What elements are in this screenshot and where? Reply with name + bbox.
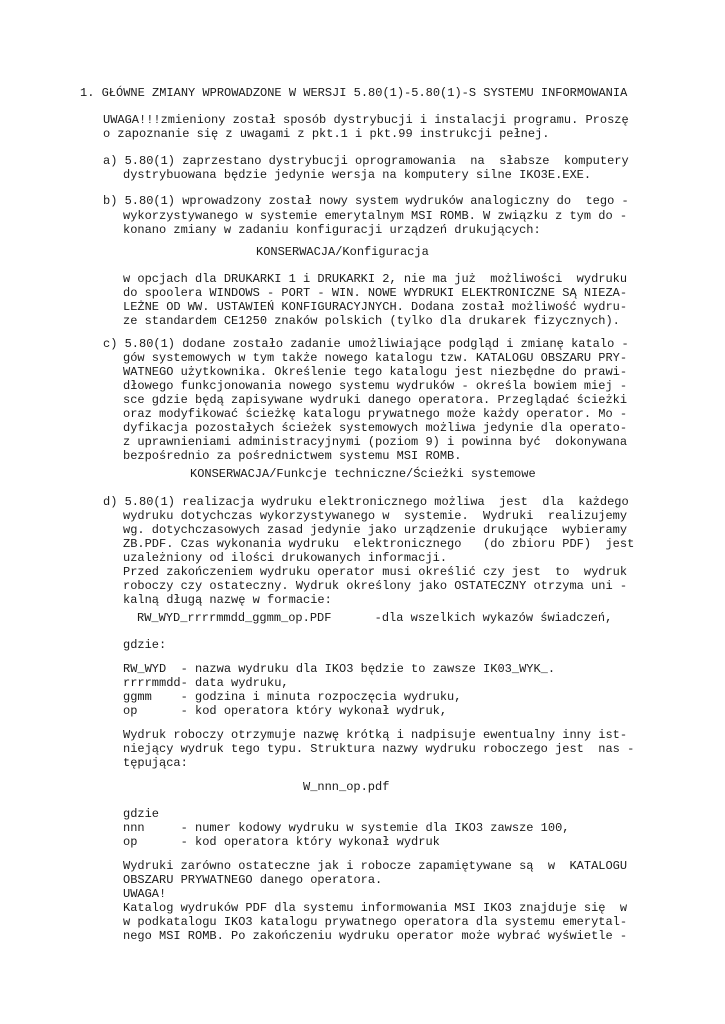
item-d-line: wg. dotychczasowych zasad jedynie jako urządzenie drukujące wybieramy: [123, 523, 628, 537]
working-desc-line: niejący wydruk tego typu. Struktura nazwy wydruku roboczego jest nas -: [123, 742, 635, 756]
closing-line: Katalog wydruków PDF dla systemu informowania MSI IKO3 znajduje się w: [123, 901, 628, 915]
item-c-line: WATNEGO użytkownika. Określenie tego katalogu jest niezbędne do prawi-: [123, 365, 628, 379]
section-heading: 1. GŁÓWNE ZMIANY WPROWADZONE W WERSJI 5.80(1)-5.80(1)-S SYSTEMU INFORMOWANIA: [80, 86, 628, 100]
intro-line: UWAGA!!!zmieniony został sposób dystrybucji i instalacji programu. Proszę: [103, 113, 629, 127]
item-b-line: wykorzystywanego w systemie emerytalnym MSI ROMB. W związku z tym do -: [123, 209, 628, 223]
item-b-text-line: do spoolera WINDOWS - PORT - WIN. NOWE WYDRUKI ELEKTRONICZNE SĄ NIEZA-: [123, 286, 628, 300]
menu-path-sciezki: KONSERWACJA/Funkcje techniczne/Ścieżki systemowe: [190, 467, 536, 481]
item-c-line: z uprawnieniami administracyjnymi (poziom 9) i powinna być dokonywana: [123, 435, 628, 449]
gdzie-label: gdzie:: [123, 638, 167, 652]
item-d-line: Przed zakończeniem wydruku operator musi określić czy jest to wydruk: [123, 565, 628, 579]
item-d-line: ZB.PDF. Czas wykonania wydruku elektronicznego (do zbioru PDF) jest: [123, 537, 635, 551]
legend-line: op - kod operatora który wykonał wydruk: [123, 835, 440, 849]
item-b-line: konano zmiany w zadaniu konfiguracji urządzeń drukujących:: [123, 223, 541, 237]
item-c-line: oraz modyfikować ścieżkę katalogu prywatnego może każdy operator. Mo -: [123, 407, 628, 421]
legend-line: op - kod operatora który wykonał wydruk,: [123, 704, 448, 718]
item-c-line: c) 5.80(1) dodane zostało zadanie umożliwiające podgląd i zmianę katalo -: [103, 337, 629, 351]
closing-line: Wydruki zarówno ostateczne jak i robocze zapamiętywane są w KATALOGU: [123, 859, 628, 873]
legend-line: nnn - numer kodowy wydruku w systemie dla IKO3 zawsze 100,: [123, 821, 570, 835]
closing-line: OBSZARU PRYWATNEGO danego operatora.: [123, 873, 383, 887]
item-b-text-line: w opcjach dla DRUKARKI 1 i DRUKARKI 2, nie ma już możliwości wydruku: [123, 272, 628, 286]
menu-path-konfiguracja: KONSERWACJA/Konfiguracja: [256, 245, 429, 259]
working-desc-line: Wydruk roboczy otrzymuje nazwę krótką i nadpisuje ewentualny inny ist-: [123, 728, 628, 742]
item-d-line: roboczy czy ostateczny. Wydruk określony jako OSTATECZNY otrzyma uni -: [123, 579, 628, 593]
item-d-line: kalną długą nazwę w formacie:: [123, 593, 332, 607]
legend-line: rrrrmmdd- data wydruku,: [123, 676, 289, 690]
item-c-line: dyfikacja pozostałych ścieżek systemowych możliwa jedynie dla operato-: [123, 421, 628, 435]
item-b-text-line: ze standardem CE1250 znaków polskich (tylko dla drukarek fizycznych).: [123, 314, 620, 328]
item-c-line: dłowego funkcjonowania nowego systemu wydruków - określa bowiem miej -: [123, 379, 628, 393]
item-d-line: d) 5.80(1) realizacja wydruku elektronicznego możliwa jest dla każdego: [103, 495, 629, 509]
gdzie-label: gdzie: [123, 807, 160, 821]
item-c-line: bezpośrednio za pośrednictwem systemu MSI ROMB.: [123, 449, 462, 463]
intro-line: o zapoznanie się z uwagami z pkt.1 i pkt.99 instrukcji pełnej.: [103, 127, 550, 141]
item-a-line: a) 5.80(1) zaprzestano dystrybucji oprogramowania na słabsze komputery: [103, 154, 629, 168]
closing-line: nego MSI ROMB. Po zakończeniu wydruku operator może wybrać wyświetle -: [123, 929, 628, 943]
closing-line: UWAGA!: [123, 887, 167, 901]
item-c-line: sce gdzie będą zapisywane wydruki danego operatora. Przeglądać ścieżki: [123, 393, 628, 407]
item-d-line: uzależniony od ilości drukowanych informacji.: [123, 551, 448, 565]
legend-line: RW_WYD - nazwa wydruku dla IKO3 będzie to zawsze IK03_WYK_.: [123, 662, 556, 676]
legend-line: ggmm - godzina i minuta rozpoczęcia wydruku,: [123, 690, 462, 704]
item-d-line: wydruku dotychczas wykorzystywanego w systemie. Wydruki realizujemy: [123, 509, 628, 523]
closing-line: w podkatalogu IKO3 katalogu prywatnego operatora dla systemu emerytal-: [123, 915, 628, 929]
item-c-line: gów systemowych w tym także nowego katalogu tzw. KATALOGU OBSZARU PRY-: [123, 351, 628, 365]
final-filename-format: RW_WYD_rrrrmmdd_ggmm_op.PDF -dla wszelkich wykazów świadczeń,: [137, 611, 613, 625]
item-b-text-line: LEŻNE OD WW. USTAWIEŃ KONFIGURACYJNYCH. Dodana został możliwość wydru-: [123, 300, 628, 314]
working-filename-format: W_nnn_op.pdf: [303, 780, 390, 794]
item-a-line: dystrybuowana będzie jedynie wersja na komputery silne IKO3E.EXE.: [123, 168, 592, 182]
working-desc-line: tępująca:: [123, 756, 188, 770]
item-b-line: b) 5.80(1) wprowadzony został nowy system wydruków analogiczny do tego -: [103, 194, 629, 208]
